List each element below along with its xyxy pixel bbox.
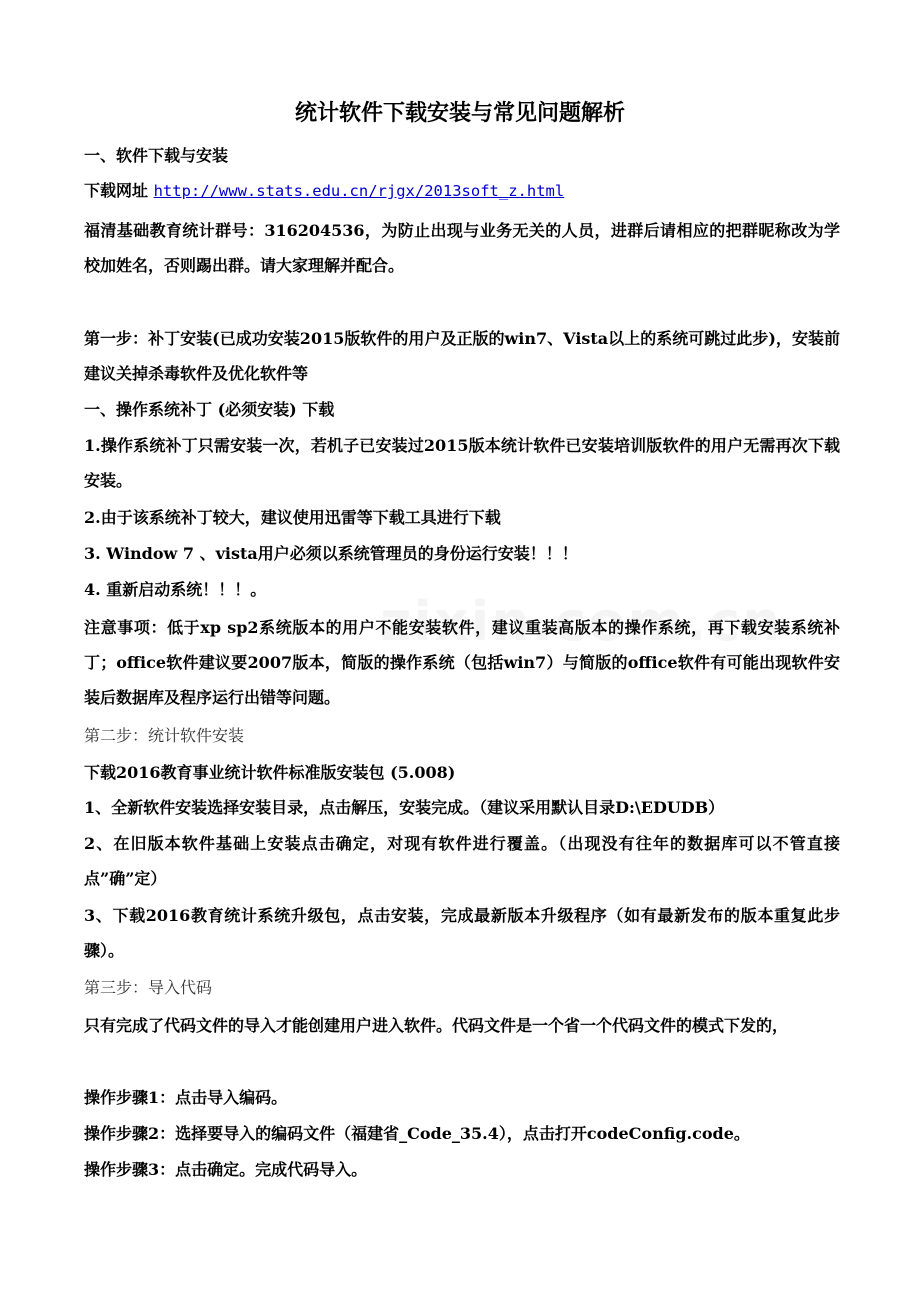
- step2-item: 2、在旧版本软件基础上安装点击确定，对现有软件进行覆盖。（出现没有往年的数据库可以不管直接点”确”定）: [84, 834, 840, 888]
- step3-heading: 第三步：导入代码: [84, 978, 213, 997]
- step2-item: 3、下载2016教育统计系统升级包，点击安装，完成最新版本升级程序（如有最新发布的版本重复此步骤）。: [84, 906, 840, 960]
- step3-item: 操作步骤2：选择要导入的编码文件（福建省_Code_35.4），点击打开codeConfig.code。: [84, 1124, 750, 1143]
- step3-item: 操作步骤1：点击导入编码。: [84, 1088, 288, 1107]
- patch-item: 1.操作系统补丁只需安装一次，若机子已安装过2015版本统计软件已安装培训版软件的用户无需再次下载安装。: [84, 436, 840, 490]
- patch-item: 4. 重新启动系统！！！。: [84, 580, 267, 599]
- patch-heading: 一、操作系统补丁 (必须安装) 下载: [84, 400, 335, 419]
- section-heading-download: 一、软件下载与安装: [84, 146, 229, 165]
- step2-download: 下载2016教育事业统计软件标准版安装包 (5.008): [84, 763, 456, 782]
- step2-item: 1、全新软件安装选择安装目录，点击解压，安装完成。（建议采用默认目录D:\EDUDB）: [84, 798, 725, 817]
- step3-item: 操作步骤3：点击确定。完成代码导入。: [84, 1160, 368, 1179]
- patch-item: 3. Window 7 、vista用户必须以系统管理员的身份运行安装！！！: [84, 544, 578, 563]
- download-label: 下载网址: [84, 181, 149, 200]
- page-title: 统计软件下载安装与常见问题解析: [294, 100, 625, 126]
- step3-intro: 只有完成了代码文件的导入才能创建用户进入软件。代码文件是一个省一个代码文件的模式下发的，: [84, 1016, 789, 1035]
- download-line: [84, 173, 840, 209]
- qq-group-note: 福清基础教育统计群号：316204536，为防止出现与业务无关的人员，进群后请相应的把群昵称改为学校加姓名，否则踢出群。请大家理解并配合。: [84, 221, 840, 275]
- notice-paragraph: 注意事项：低于xp sp2系统版本的用户不能安装软件，建议重装高版本的操作系统，再下载安装系统补丁；office软件建议要2007版本，简版的操作系统（包括win7）与简版的office软件有可能出现软件安装后数据库及程序运行出错等问题。: [84, 618, 840, 707]
- download-link[interactable]: http://www.stats.edu.cn/rjgx/2013soft_z.html: [153, 182, 565, 200]
- step1-heading: 第一步：补丁安装(已成功安装2015版软件的用户及正版的win7、Vista以上的系统可跳过此步)，安装前建议关掉杀毒软件及优化软件等: [84, 329, 840, 383]
- step2-heading: 第二步：统计软件安装: [84, 726, 245, 745]
- patch-item: 2.由于该系统补丁较大，建议使用迅雷等下载工具进行下载: [84, 508, 501, 527]
